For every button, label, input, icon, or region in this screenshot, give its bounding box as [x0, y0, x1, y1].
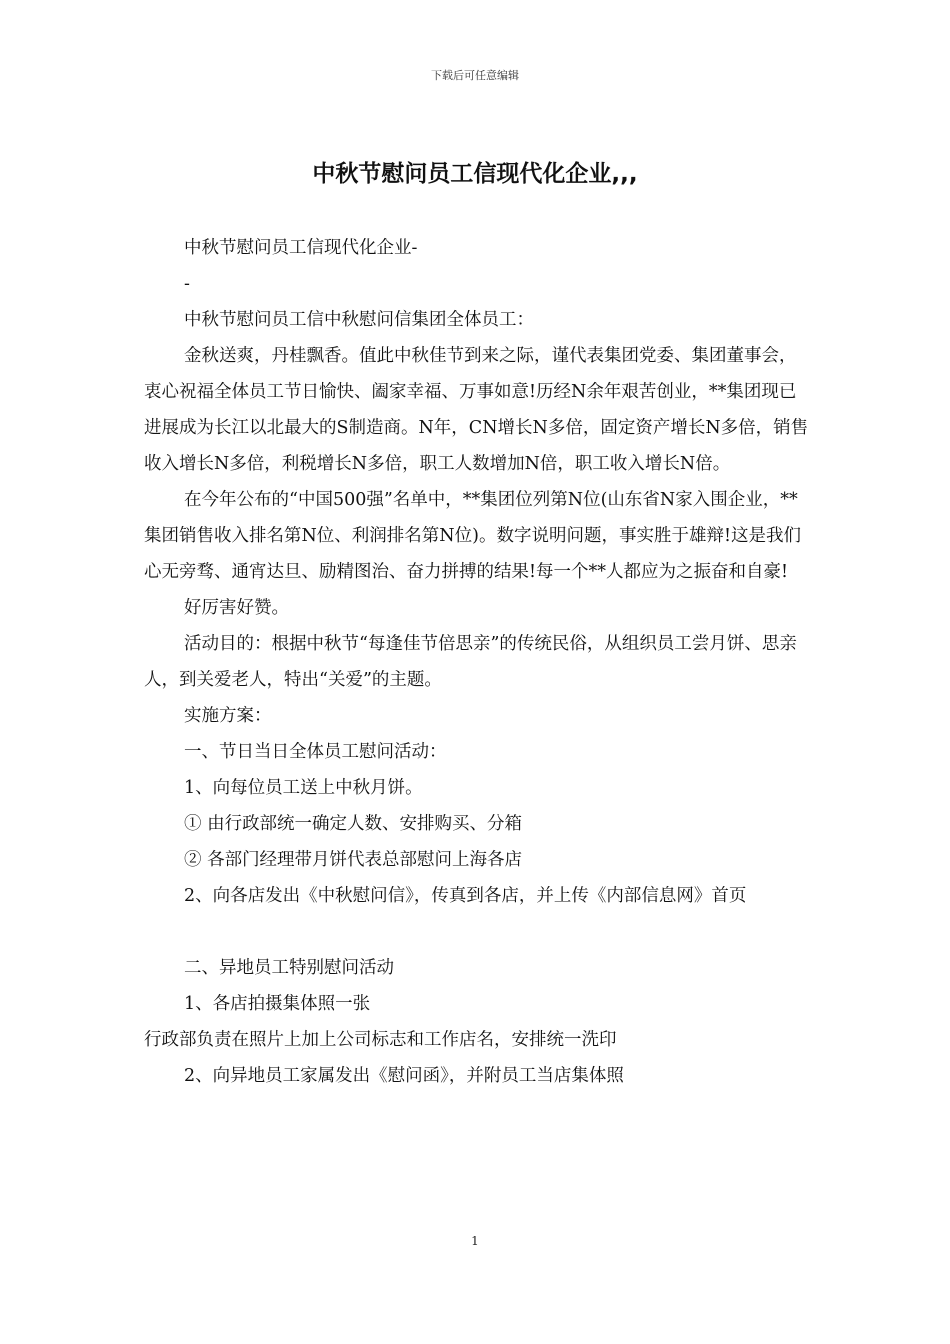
paragraph-praise: 好厉害好赞。 — [184, 598, 289, 618]
list-item: 1、向每位员工送上中秋月饼。 — [184, 778, 423, 798]
section-heading-1: 一、节日当日全体员工慰问活动： — [184, 742, 447, 762]
paragraph-salutation: 中秋节慰问员工信中秋慰问信集团全体员工： — [184, 310, 534, 330]
paragraph-purpose: 活动目的：根据中秋节“每逢佳节倍思亲”的传统民俗，从组织员工尝月饼、思亲人，到关爱老人，特出“关爱”的主题。 — [144, 634, 797, 690]
paragraph-dash: - — [184, 274, 190, 294]
list-item: 行政部负责在照片上加上公司标志和工作店名，安排统一洗印 — [144, 1030, 617, 1050]
list-item: 1、各店拍摄集体照一张 — [184, 994, 371, 1014]
page-number: 1 — [471, 1234, 479, 1248]
paragraph-subtitle: 中秋节慰问员工信现代化企业- — [184, 238, 418, 258]
document-body — [144, 230, 812, 1094]
document-title: 中秋节慰问员工信现代化企业,,, — [312, 161, 638, 187]
paragraph-plan-heading: 实施方案： — [184, 706, 272, 726]
list-item: ② 各部门经理带月饼代表总部慰问上海各店 — [184, 850, 523, 870]
page-header-note: 下载后可任意编辑 — [431, 69, 519, 82]
blank-line — [144, 914, 812, 950]
list-item: 2、向异地员工家属发出《慰问函》，并附员工当店集体照 — [184, 1066, 624, 1086]
paragraph-achievement: 在今年公布的“中国500强”名单中，**集团位列第N位(山东省N家入围企业，**集团销售收入排名第N位、利润排名第N位)。数字说明问题，事实胜于雄辩!这是我们心无旁骛、通宵达旦、励精图治、奋力拼搏的结果!每一个**人都应为之振奋和自豪! — [144, 490, 801, 582]
list-item: 2、向各店发出《中秋慰问信》，传真到各店，并上传《内部信息网》首页 — [184, 886, 747, 906]
list-item: ① 由行政部统一确定人数、安排购买、分箱 — [184, 814, 523, 834]
section-heading-2: 二、异地员工特别慰问活动 — [184, 958, 394, 978]
paragraph-greeting: 金秋送爽，丹桂飘香。值此中秋佳节到来之际，谨代表集团党委、集团董事会，衷心祝福全体员工节日愉快、阖家幸福、万事如意!历经N余年艰苦创业，**集团现已进展成为长江以北最大的S制造商。N年，CN增长N多倍，固定资产增长N多倍，销售收入增长N多倍，利税增长N多倍，职工人数增加N倍，职工收入增长N倍。 — [144, 346, 809, 474]
